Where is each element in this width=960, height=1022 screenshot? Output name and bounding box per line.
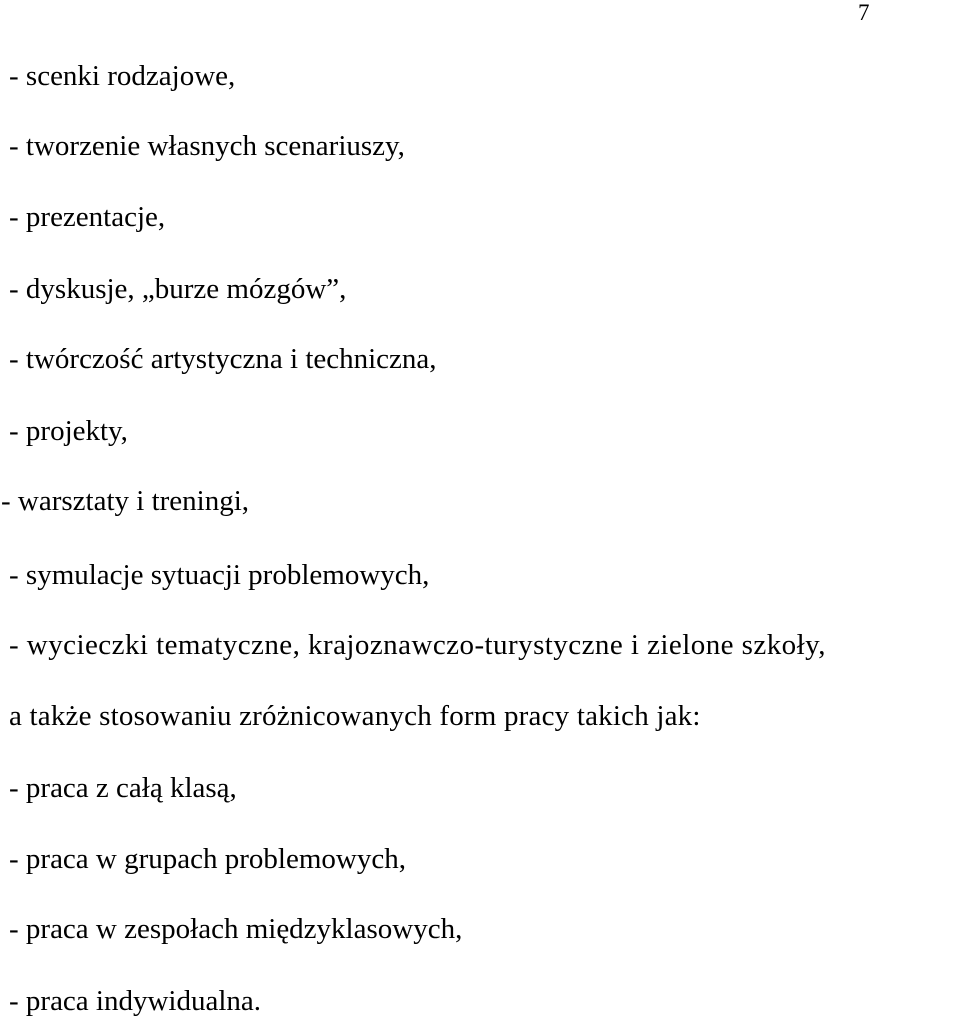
list-item-praca-zespoly: - praca w zespołach międzyklasowych, [9,913,463,945]
list-item-scenariusze: - tworzenie własnych scenariuszy, [9,130,405,162]
list-item-projekty: - projekty, [9,415,128,447]
intro-sentence: a także stosowaniu zróżnicowanych form pracy takich jak: [9,700,701,732]
list-item-warsztaty: - warsztaty i treningi, [1,485,250,517]
list-item-praca-grupy: - praca w grupach problemowych, [9,843,406,875]
page-number: 7 [858,0,870,25]
list-item-symulacje: - symulacje sytuacji problemowych, [9,559,430,591]
list-item-dyskusje: - dyskusje, „burze mózgów”, [9,273,347,305]
list-item-prezentacje: - prezentacje, [9,201,166,233]
list-item-praca-klasa: - praca z całą klasą, [9,772,237,804]
list-item-tworczosc: - twórczość artystyczna i techniczna, [9,343,437,375]
list-item-scenki: - scenki rodzajowe, [9,60,236,92]
list-item-praca-indywidualna: - praca indywidualna. [9,985,262,1017]
list-item-wycieczki: - wycieczki tematyczne, krajoznawczo-turystyczne i zielone szkoły, [9,629,826,661]
